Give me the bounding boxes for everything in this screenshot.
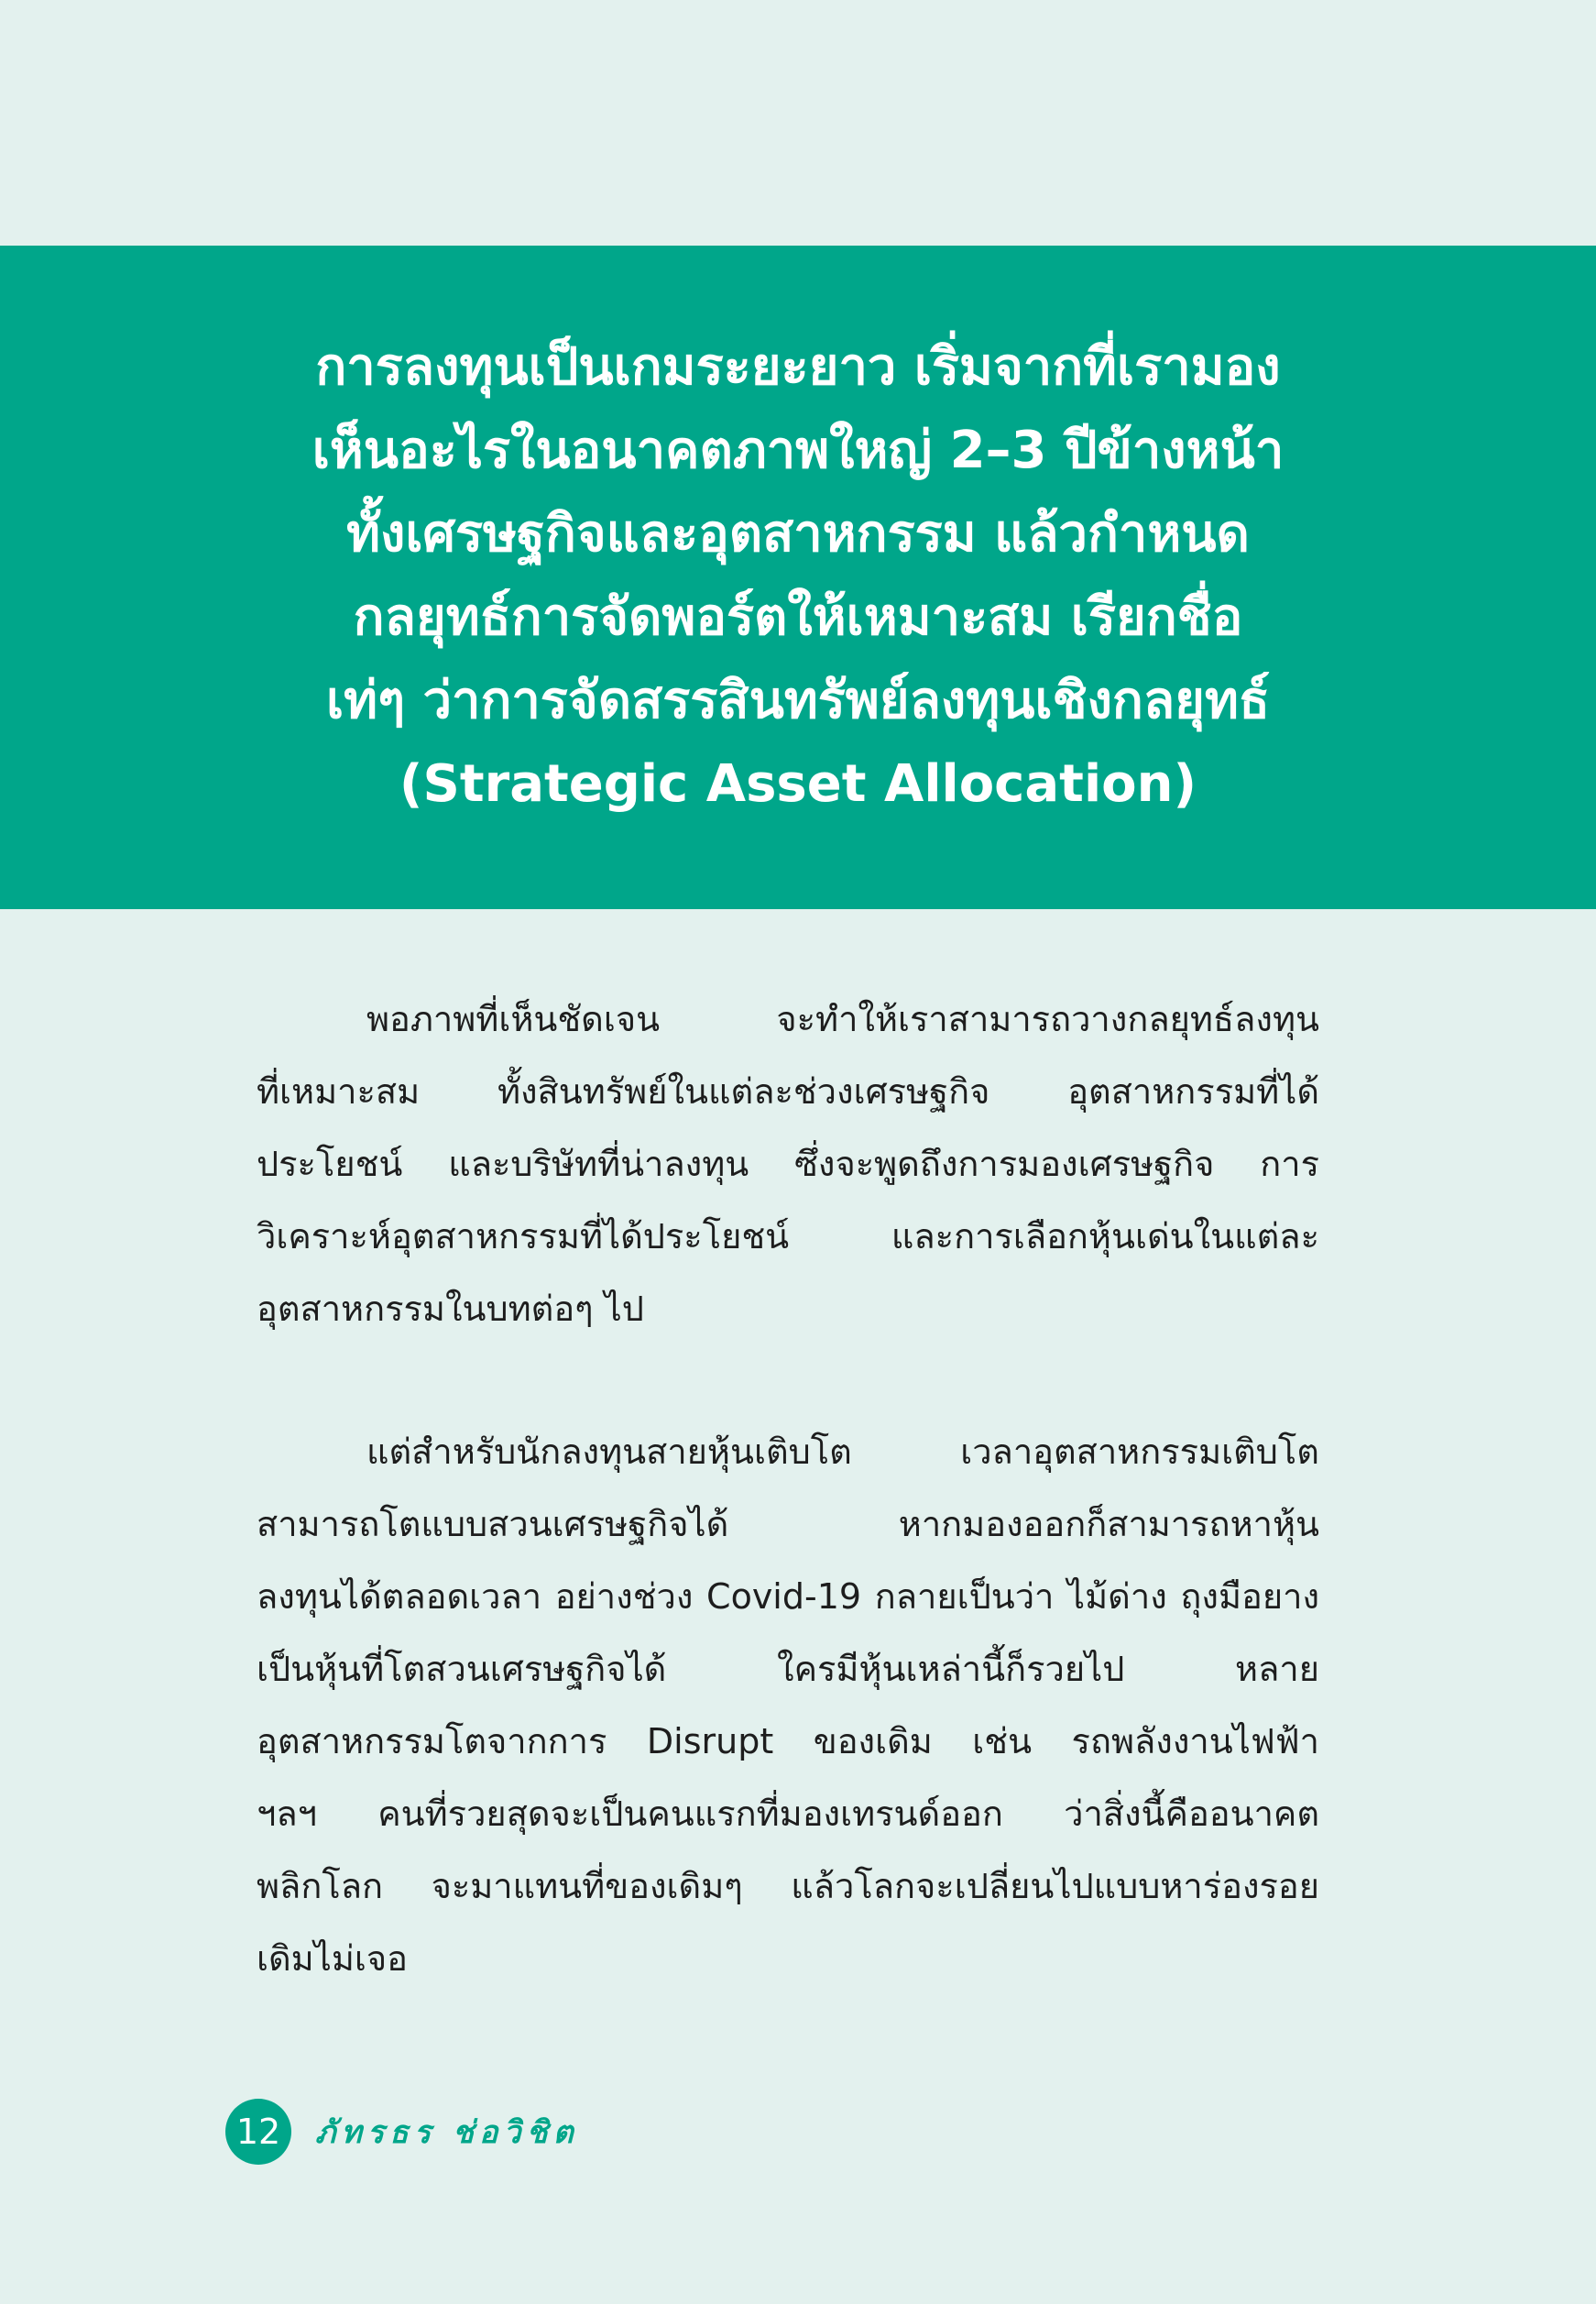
paragraph-line: พอภาพที่เห็นชัดเจน จะทำให้เราสามารถวางกลยุทธ์ลงทุน [366, 999, 1319, 1039]
paragraph-line: อุตสาหกรรมโตจากการ Disrupt ของเดิม เช่น รถพลังงานไฟฟ้า [257, 1721, 1319, 1761]
callout-quote [110, 325, 1486, 826]
callout-line: การลงทุนเป็นเกมระยะยาว เริ่มจากที่เรามอง [315, 337, 1281, 397]
paragraph-line: เดิมไม่เจอ [257, 1938, 408, 1979]
paragraph-line: พลิกโลก จะมาแทนที่ของเดิมๆ แล้วโลกจะเปลี่ยนไปแบบหาร่องรอย [257, 1866, 1319, 1906]
body-paragraph-2 [257, 1416, 1319, 1995]
paragraph-line: ลงทุนได้ตลอดเวลา อย่างช่วง Covid-19 กลายเป็นว่า ไม้ด่าง ถุงมือยาง [257, 1576, 1319, 1617]
paragraph-line: เป็นหุ้นที่โตสวนเศรษฐกิจได้ ใครมีหุ้นเหล่านี้ก็รวยไป หลาย [257, 1649, 1319, 1689]
callout-line: เท่ๆ ว่าการจัดสรรสินทรัพย์ลงทุนเชิงกลยุทธ์ [325, 671, 1271, 730]
body-paragraph-1 [257, 983, 1319, 1345]
paragraph-line: ที่เหมาะสม ทั้งสินทรัพย์ในแต่ละช่วงเศรษฐกิจ อุตสาหกรรมที่ได้ [257, 1071, 1319, 1112]
callout-line: กลยุทธ์การจัดพอร์ตให้เหมาะสม เรียกชื่อ [353, 587, 1243, 647]
callout-line: ทั้งเศรษฐกิจและอุตสาหกรรม แล้วกำหนด [346, 504, 1250, 564]
paragraph-line: สามารถโตแบบสวนเศรษฐกิจได้ หากมองออกก็สามารถหาหุ้น [257, 1504, 1319, 1544]
callout-line: (Strategic Asset Allocation) [399, 754, 1197, 814]
page-number-badge: 12 [225, 2099, 291, 2165]
paragraph-line: ประโยชน์ และบริษัทที่น่าลงทุน ซึ่งจะพูดถึงการมองเศรษฐกิจ การ [257, 1144, 1319, 1184]
paragraph-line: วิเคราะห์อุตสาหกรรมที่ได้ประโยชน์ และการเลือกหุ้นเด่นในแต่ละ [257, 1216, 1319, 1256]
paragraph-line: อุตสาหกรรมในบทต่อๆ ไป [257, 1289, 644, 1329]
page-footer [225, 2099, 579, 2165]
author-name: ภัทรธร ช่อวิชิต [315, 2114, 579, 2151]
callout-line: เห็นอะไรในอนาคตภาพใหญ่ 2–3 ปีข้างหน้า [312, 421, 1284, 480]
paragraph-line: แต่สำหรับนักลงทุนสายหุ้นเติบโต เวลาอุตสาหกรรมเติบโต [366, 1432, 1319, 1472]
paragraph-line: ฯลฯ คนที่รวยสุดจะเป็นคนแรกที่มองเทรนด์ออก ว่าสิ่งนี้คืออนาคต [257, 1794, 1319, 1834]
